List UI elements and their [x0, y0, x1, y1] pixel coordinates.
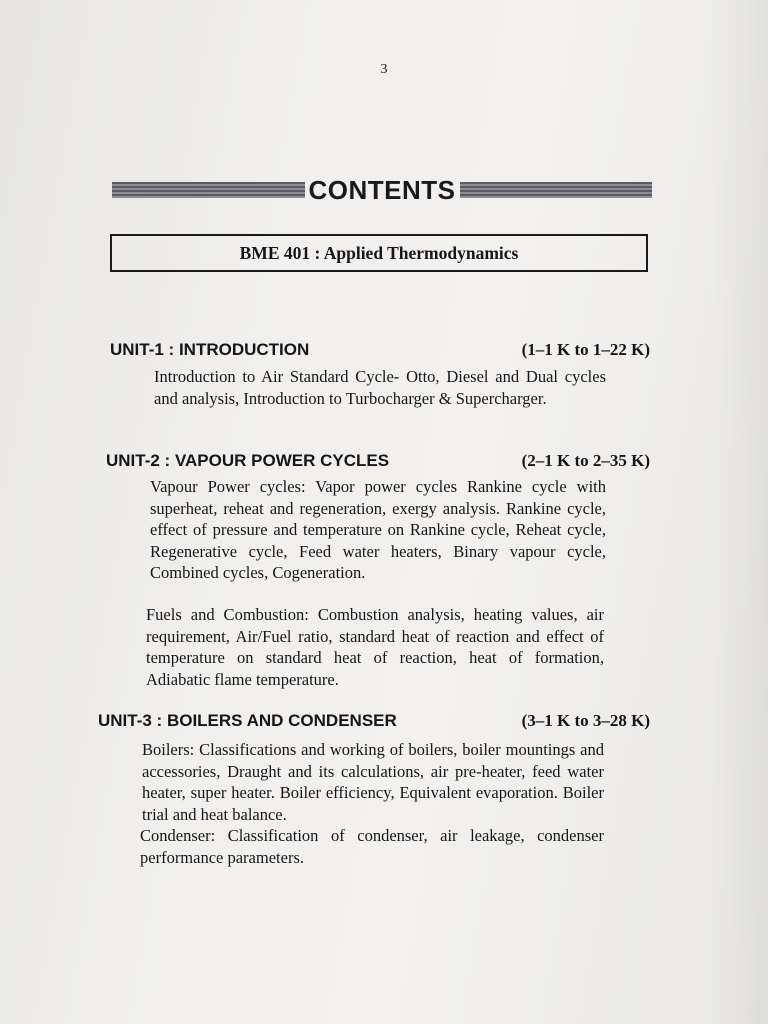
- unit-2-title: UNIT-2 : VAPOUR POWER CYCLES: [106, 451, 390, 470]
- unit-1-title: UNIT-1 : INTRODUCTION: [110, 340, 310, 359]
- unit-2-paragraph-fuels: Fuels and Combustion: Combustion analysis, heating values, air requirement, Air/Fuel ratio, standard heat of reaction and effect of temperature on standard heat of reaction, heat of formation, Adiabatic flame temperature.: [146, 605, 604, 689]
- unit-2-paragraph-vapour: Vapour Power cycles: Vapor power cycles Rankine cycle with superheat, reheat and regeneration, exergy analysis. Rankine cycle, effect of pressure and temperature on Rankine cycle, Reheat cycle, Regenerative cycle, Feed water heaters, Binary vapour cycle, Combined cycles, Cogeneration.: [150, 477, 606, 582]
- unit-1-paragraph: Introduction to Air Standard Cycle- Otto, Diesel and Dual cycles and analysis, Introduction to Turbocharger & Supercharger.: [154, 367, 606, 408]
- contents-heading: [112, 175, 652, 205]
- subject-title: BME 401 : Applied Thermodynamics: [239, 242, 519, 263]
- unit-3-paragraph-condenser: Condenser: Classification of condenser, air leakage, condenser performance parameters.: [140, 826, 604, 867]
- heading-rule-left: [112, 182, 305, 198]
- contents-title: CONTENTS: [308, 174, 456, 205]
- unit-2-heading: [106, 451, 650, 471]
- unit-3-heading: [98, 711, 650, 731]
- page-edge-shadow: [708, 0, 768, 1024]
- subject-box: [110, 234, 648, 272]
- unit-3-page-range: (3–1 K to 3–28 K): [521, 711, 650, 730]
- unit-3-title: UNIT-3 : BOILERS AND CONDENSER: [98, 711, 397, 730]
- unit-3-paragraph-boilers: Boilers: Classifications and working of boilers, boiler mountings and accessories, Draught and its calculations, air pre-heater, feed water heater, super heater. Boiler efficiency, Equivalent evaporation. Boiler trial and heat balance.: [142, 740, 604, 824]
- heading-rule-right: [460, 182, 653, 198]
- unit-1-heading: [110, 340, 650, 360]
- unit-1-body: [154, 366, 606, 409]
- unit-1-page-range: (1–1 K to 1–22 K): [521, 340, 650, 359]
- unit-3-body-condenser: [140, 825, 604, 868]
- unit-2-page-range: (2–1 K to 2–35 K): [521, 451, 650, 470]
- unit-3-body-boilers: [142, 739, 604, 825]
- unit-2-body-vapour: [150, 476, 606, 584]
- unit-2-body-fuels: [146, 604, 604, 690]
- page-number: 3: [380, 62, 388, 77]
